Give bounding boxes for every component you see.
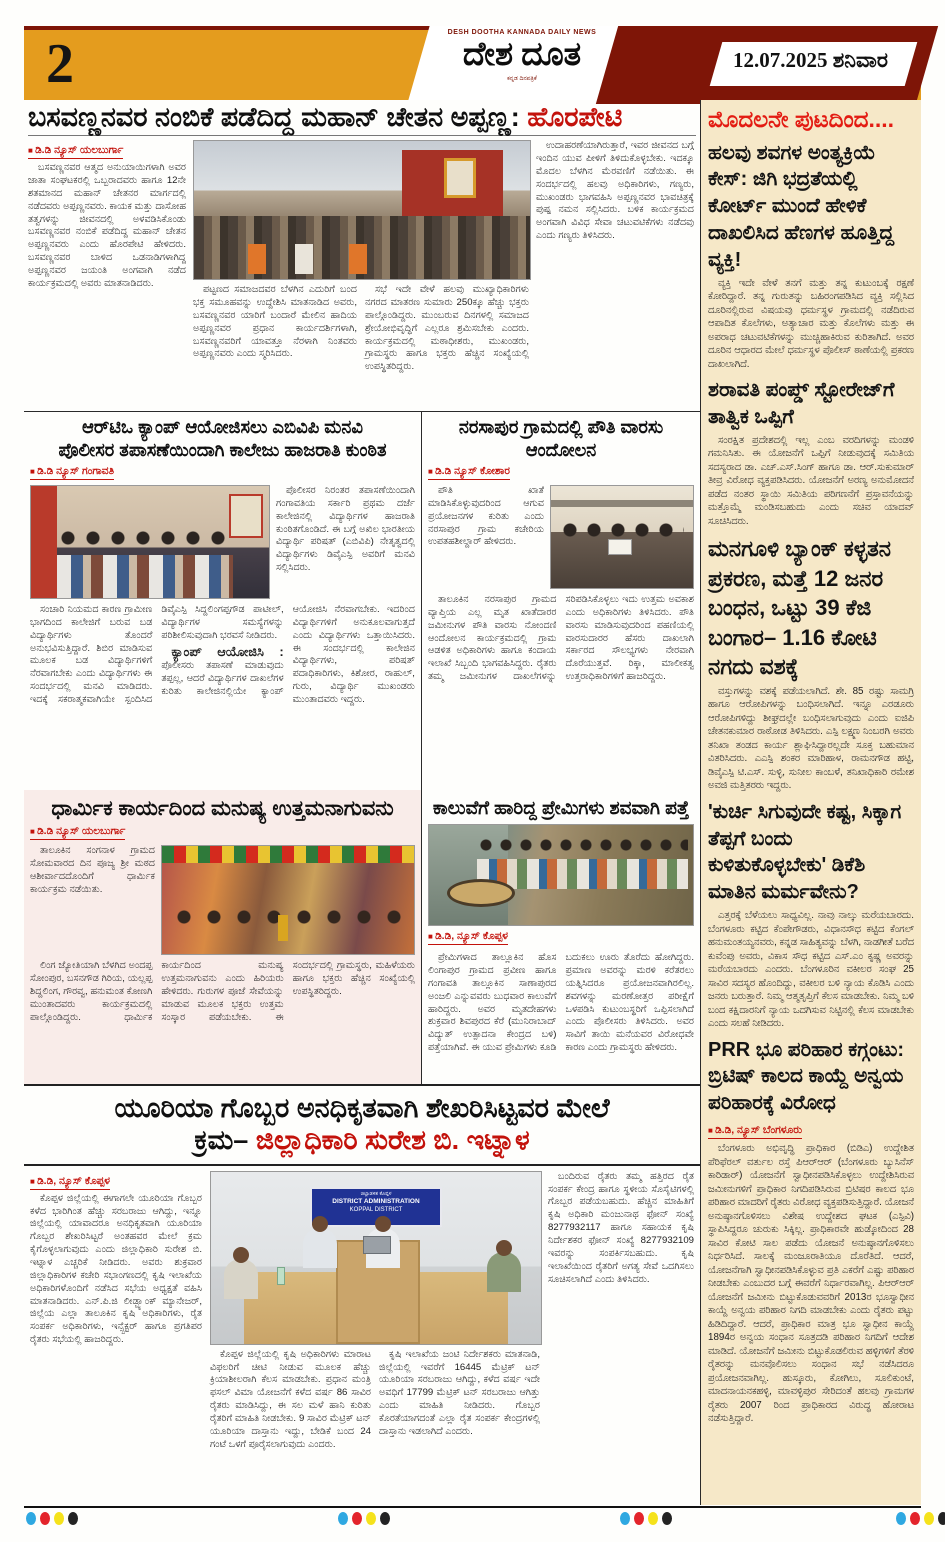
article1-headline-accent: ಹೊರಪೇಟಿ bbox=[527, 102, 623, 132]
sidebar-story3-body: ವಸ್ತುಗಳನ್ನು ವಶಕ್ಕೆ ಪಡೆಯಲಾಗಿದೆ. ಶೇ. 85 ರಷ್ಟು ಸಾಮಗ್ರಿ ಹಾಗೂ ಆರೋಪಿಗಳನ್ನು ಬಂಧಿಸಲಾಗಿದೆ. ಇನ್ನೂ ಎರಡೂರು ಆರೋಪಿಗಳಿದ್ದು ಶೀಘ್ರದಲ್ಲೇ ಬಂಧಿಸಲಾಗುವುದು ಎಂದು ಐಜಿಪಿ ಚೇತನಕುಮಾರ ರಾಠೋಡ ತಿಳಿಸಿದರು. ಎಸ್ಪಿ ಲಕ್ಷ್ಮಣ ನಿಂಬರಗಿ ಅವರು ತನಿಖಾ ತಂಡದ ಕಾರ್ಯ ಶ್ಲಾಘಿಸಿದ್ದಾರಲ್ಲದೇ ಸೂಕ್ತ ಬಹುಮಾನ ವಿತರಿಸಿದರು. ಎಎಸ್ಪಿ ಶಂಕರ ಮಾರಿಹಾಳ, ರಾಮನಗೌಡ ಹಟ್ಟಿ, ಡಿವೈಎಸ್ಪಿ ಟಿ.ಎಸ್. ಸುಳ್ಳಿ, ಸುನೀಲ ಕಾಂಬಳೆ, ತನಿಖಾಧಿಕಾರಿ ರಮೇಶ ಅವಜಿ ಮತ್ತಿತರರು ಇದ್ದರು. bbox=[708, 685, 914, 792]
black-dot bbox=[380, 1512, 390, 1525]
cyan-dot bbox=[26, 1512, 36, 1525]
red-dot bbox=[634, 1512, 644, 1525]
sidebar-story5-body: ಬೆಂಗಳೂರು ಅಭಿವೃದ್ಧಿ ಪ್ರಾಧಿಕಾರ (ಬಿಡಿಎ) ಉದ್ದೇಶಿತ ಪೆರಿಫೆರಲ್ ವರ್ತುಲ ರಸ್ತೆ ಪಿಆರ್‌ಆರ್ (ಬೆಂಗಳೂರು ಬ್ಯುಸಿನೆಸ್ ಕಾರಿಡಾರ್) ಯೋಜನೆಗೆ ಸ್ವಾಧೀನಪಡಿಸಿಕೊಳ್ಳಲು ಉದ್ದೇಶಿಸಿರುವ ಜಮೀನುಗಳಿಗೆ ಪ್ರಾಧಿಕಾರ ನಿಗದಿಪಡಿಸಿರುವ ಬ್ರಿಟಿಷರ ಕಾಲದ ಭೂ ಪರಿಹಾರ ಮಾದರಿಗೆ ರೈತರು ವಿರೋಧ ವ್ಯಕ್ತಪಡಿಸುತ್ತಿದ್ದಾರೆ. ಯೋಜನೆ ಅನುಷ್ಠಾನಗೊಳಿಸಲು ವಿಶೇಷ ಉದ್ದೇಶದ ಘಟಕ (ಎಸ್ಪಿವಿ) ಸ್ಥಾಪಿಸಿದ್ದರೂ ಚುರುಕು ಸಿಕ್ಕಿಲ್ಲ. ಪ್ರಾಧಿಕಾರವೇ ಹುಡ್ಕೋದಿಂದ 28 ಸಾವಿರ ಕೋಟಿ ಸಾಲ ಪಡೆದು ಯೋಜನೆ ಅನುಷ್ಠಾನಗೊಳಿಸಲು ನಿರ್ಧರಿಸಿದೆ. ಸಾಲಕ್ಕೆ ಮಂಜೂರಾತಿಯೂ ದೊರೆತಿದೆ. ಆದರೆ, ಯೋಜನೆಗಾಗಿ ಸ್ವಾಧೀನಪಡಿಸಿಕೊಳ್ಳುವ ಪ್ರತಿ ಎಕರೆಗೆ ಎಷ್ಟು ಪರಿಹಾರ ನೀಡಬೇಕು ಎಂಬುದರ ಬಗ್ಗೆ ಈವರೆಗೆ ನಿರ್ಧಾರವಾಗಿಲ್ಲ. ಪಿಆರ್‌ಆರ್ ಯೋಜನೆಗೆ ಜಮೀನು ಬಿಟ್ಟುಕೊಡುವವರಿಗೆ 2013ರ ಭೂಸ್ವಾಧೀನ ಕಾಯ್ದೆ ಅನ್ವಯ ಪರಿಹಾರ ನಿಗದಿ ಮಾಡಬೇಕು ಎಂದು ರೈತರು ಪಟ್ಟು ಹಿಡಿದಿದ್ದಾರೆ. ಆದರೆ, ಪ್ರಾಧಿಕಾರ ಮಾತ್ರ ಭೂ ಸ್ವಾಧೀನ ಕಾಯ್ದೆ 1894ರ ಅನ್ವಯ ಸಂಧಾನ ಸೂತ್ರದಡಿ ಪರಿಹಾರ ನಿಗದಿಗೆ ಆದೇಶ ಮಾಡಿದೆ. ಯೋಜನೆಗೆ ಜಮೀನು ಬಿಟ್ಟುಕೊಡಲಿರುವ ಹಳ್ಳಿಗಳಿಗೆ ತೆರಳಿ ರೈತರನ್ನು ಮನವೊಲಿಸಲು ಸಂಧಾನ ಸಭೆ ನಡೆಸಿದರೂ ಪ್ರಯೋಜನವಾಗಿಲ್ಲ. ಹುಸ್ಕೂರು, ಕೋಗಿಲು, ಸೂಲಿಕುಂಟೆ, ಮಾದನಾಯನಕಹಳ್ಳಿ, ಮಾವಳ್ಳಿಪುರ ಸೇರಿದಂತೆ ಹಲವು ಗ್ರಾಮಗಳ ರೈತರು 2007 ರಿಂದ ಪ್ರಾಧಿಕಾರದ ವಿರುದ್ಧ ಹೋರಾಟ ನಡೆಸುತ್ತಿದ್ದಾರೆ. bbox=[708, 1143, 914, 1425]
registration-marks bbox=[338, 1512, 390, 1525]
article-canal-lovers bbox=[422, 790, 700, 1084]
article1-headline-text: ಬಸವಣ್ಣನವರ ನಂಬಿಕೆ ಪಡೆದಿದ್ದ ಮಹಾನ್ ಚೇತನ ಅಪ್ಪಣ್ಣ: bbox=[28, 102, 528, 132]
banner-shape bbox=[31, 486, 57, 598]
attendee-figure-shape bbox=[487, 1252, 521, 1292]
article4-text-left: ತಾಲೂಕಿನ ಸಂಗನಾಳ ಗ್ರಾಮದ ಸೋಮವಾರದ ದಿನ ಪೂಜ್ಯ ಶ್ರೀ ಮಠದ ಆಶೀರ್ವಾದದೊಂದಿಗೆ ಧಾರ್ಮಿಕ ಕಾರ್ಯಕ್ರಮ ನಡೆಯಿತು. bbox=[30, 845, 155, 895]
article-abvp bbox=[24, 412, 422, 790]
row2 bbox=[24, 412, 700, 790]
water-bottle-shape bbox=[277, 1267, 285, 1285]
article4-photo-ritual bbox=[161, 845, 415, 955]
yellow-dot bbox=[648, 1512, 658, 1525]
article2-top bbox=[30, 485, 415, 599]
issue-date: 12.07.2025 ಶನಿವಾರ bbox=[733, 48, 888, 72]
sidebar-story4-headline: 'ಕುರ್ಚಿ ಸಿಗುವುದೇ ಕಷ್ಟ, ಸಿಕ್ಕಾಗ ತೆಪ್ಪಗೆ ಬಂದು ಕುಳಿತುಕೊಳ್ಳಬೇಕು' ಡಿಕೆಶಿ ಮಾತಿನ ಮರ್ಮವೇನು? bbox=[708, 800, 902, 904]
sidebar-story3-headline: ಮನಗೂಳಿ ಬ್ಯಾಂಕ್ ಕಳ್ಳತನ ಪ್ರಕರಣ, ಮತ್ತೆ 12 ಜನರ ಬಂಧನ, ಒಟ್ಟು 39 ಕೆಜಿ ಬಂಗಾರ– 1.16 ಕೋಟಿ ನಗದು ವಶಕ್ಕೆ bbox=[708, 536, 892, 680]
registration-marks bbox=[896, 1512, 945, 1525]
article1-text3: ಸಭೆ ಇದೇ ವೇಳೆ ಹಲವು ಮುಖ್ಯಾಧಿಕಾರಿಗಳು ನಗರದ ಮಾತರಣ ಸುಮಾರು 250ಕ್ಕೂ ಹೆಚ್ಚು ಭಕ್ತರು ಪಾಲ್ಗೊಂಡಿದ್ದರು. ಮುಂಬರುವ ದಿನಗಳಲ್ಲಿ ಸಮಾಜದ ಶ್ರೇಯೋಭಿವೃದ್ಧಿಗೆ ಎಲ್ಲರೂ ಶ್ರಮಿಸಬೇಕು ಎಂದರು. ಕಾರ್ಯಕ್ರಮದಲ್ಲಿ ಮಠಾಧೀಶರು, ಮುಖಂಡರು, ಗ್ರಾಮಸ್ಥರು ಹಾಗೂ ಭಕ್ತರು ಹೆಚ್ಚಿನ ಸಂಖ್ಯೆಯಲ್ಲಿ ಉಪಸ್ಥಿತರಿದ್ದರು. bbox=[365, 284, 529, 373]
article6-text2: ಕೊಪ್ಪಳ ಜಿಲ್ಲೆಯಲ್ಲಿ ಕೃಷಿ ಅಧಿಕಾರಿಗಳು ಮಾರಾಟ ವಿಫಲರಿಗೆ ಚೀಟಿ ನೀಡುವ ಮೂಲಕ ಹೆಚ್ಚು ಕ್ರಿಯಾಶೀಲರಾಗಿ ಕೆಲಸ ಮಾಡಬೇಕು. ಪ್ರಧಾನ ಮಂತ್ರಿ ಫಸಲ್ ವಿಮಾ ಯೋಜನೆಗೆ ಕಳೆದ ವರ್ಷ 86 ಸಾವಿರ ರೈತರು ಮಾಡಿಸಿದ್ದು, ಈ ಸಲ ಮಳೆ ಹಾನಿ ಕುರಿತು ರೈತರಿಗೆ ಮಾಹಿತಿ ನೀಡಬೇಕು. 9 ಸಾವಿರ ಮೆಟ್ರಿಕ್ ಟನ್ ಯೂರಿಯಾ ದಾಸ್ತಾನು ಇದ್ದು, ಬೇಡಿಕೆ ಬಂದ 24 ಗಂಟೆ ಒಳಗೆ ಪೂರೈಸಲಾಗುವುದು ಎಂದರು. bbox=[210, 1348, 371, 1450]
article2-text-mid: ಸಂಚಾರಿ ನಿಯಮದ ಕಾರಣ ಗ್ರಾಮೀಣ ಭಾಗದಿಂದ ಕಾಲೇಜಿಗೆ ಬರುವ ಬಡ ವಿದ್ಯಾರ್ಥಿಗಳು ತೊಂದರೆ ಅನುಭವಿಸುತ್ತಿದ್ದಾರೆ. ಶಿಬಿರ ಮಾಡಿಸುವ ಮೂಲಕ ಬಡ ವಿದ್ಯಾರ್ಥಿಗಳಿಗೆ ನೆರವಾಗಬೇಕು ಎಂದು ವಿದ್ಯಾರ್ಥಿಗಳು ಈ ಸಂದರ್ಭದಲ್ಲಿ ಮನವಿ ಮಾಡಿದರು. ಇದಕ್ಕೆ ಸಕರಾತ್ಮಕವಾಗಿಯೇ ಸ್ಪಂದಿಸಿದ ಡಿವೈಎಸ್ಪಿ ಸಿದ್ದಲಿಂಗಪ್ಪಗೌಡ ಪಾಟೀಲ್, ವಿದ್ಯಾರ್ಥಿಗಳ ಸಮಸ್ಯೆಗಳನ್ನು ಪರಿಶೀಲಿಸುವುದಾಗಿ ಭರವಸೆ ನೀಡಿದರು. bbox=[30, 604, 284, 705]
article1-headline bbox=[28, 102, 696, 136]
sidebar-story-bank-theft bbox=[708, 534, 914, 792]
article-urea bbox=[24, 1086, 700, 1505]
black-dot bbox=[68, 1512, 78, 1525]
red-dot bbox=[352, 1512, 362, 1525]
article3-top bbox=[428, 485, 694, 589]
row3 bbox=[24, 790, 700, 1086]
red-dot bbox=[910, 1512, 920, 1525]
article2-photo-students bbox=[30, 485, 270, 599]
article4-columns bbox=[30, 960, 415, 1024]
sidebar-story1-body: ವ್ಯಕ್ತಿ ಇದೇ ವೇಳೆ ತನಗೆ ಮತ್ತು ತನ್ನ ಕುಟುಂಬಕ್ಕೆ ರಕ್ಷಣೆ ಕೋರಿದ್ದಾರೆ. ತನ್ನ ಗುರುತನ್ನು ಬಹಿರಂಗಪಡಿಸಿದ ವ್ಯಕ್ತಿ ಸಲ್ಲಿಸಿದ ದೂರಿನಲ್ಲಿರುವ ವಿಷಯವು ಧರ್ಮಸ್ಥಳ ಗ್ರಾಮದಲ್ಲಿ ನಡೆದಿರುವ ಆಪಾದಿತ ಕೊಲೆಗಳು, ಅತ್ಯಾಚಾರ ಮತ್ತು ಕೊಲೆಗಳು ಮತ್ತು ಈ ಅಪರಾಧ ಚಟುವಟಿಕೆಗಳನ್ನು ಮುಚ್ಚಿಹಾಕಿರುವ ಕುರಿತಾಗಿದೆ. ಅವರ ದೂರಿನ ಆಧಾರದ ಮೇಲೆ ಧರ್ಮಸ್ಥಳ ಪೊಲೀಸ್ ಠಾಣೆಯಲ್ಲಿ ಪ್ರಕರಣ ದಾಖಲಾಗಿದೆ. bbox=[708, 277, 914, 370]
article1-photo-crowd bbox=[193, 140, 531, 280]
registration-marks bbox=[620, 1512, 672, 1525]
article2-columns bbox=[30, 604, 415, 707]
attendee-figure-shape bbox=[303, 1228, 337, 1268]
emblem-shape bbox=[229, 494, 263, 538]
article-basavanna bbox=[24, 100, 700, 412]
article6-headline-line1: ಯೂರಿಯಾ ಗೊಬ್ಬರ ಅನಧಿಕೃತವಾಗಿ ಶೇಖರಿಸಿಟ್ಟವರ ಮೇಲೆ bbox=[114, 1093, 610, 1123]
newspaper-logo: ದೇಶ ದೂತ bbox=[462, 37, 582, 73]
main-column bbox=[24, 100, 700, 1505]
sign-english-line1: DISTRICT ADMINISTRATION bbox=[332, 1198, 420, 1206]
article6-center-text bbox=[210, 1349, 540, 1452]
yellow-dot bbox=[366, 1512, 376, 1525]
article1-text4: ಉದಾಹರಣೆಯಾಗಿರುತ್ತಾರೆ, ಇವರ ಜೀವನದ ಬಗ್ಗೆ ಇಂದಿನ ಯುವ ಪೀಳಿಗೆ ತಿಳಿದುಕೊಳ್ಳಬೇಕು. ಇದಕ್ಕೂ ಮೊದಲ ಬೆಳಗಿನ ಮೆರವಣಿಗೆ ನಡೆಯಿತು. ಈ ಸಂದರ್ಭದಲ್ಲಿ ಹಲವು ಅಧಿಕಾರಿಗಳು, ಗಣ್ಯರು, ಮುಖಂಡರು ಭಾಗವಹಿಸಿ ಅಪ್ಪಣ್ಣನವರ ಭಾವಚಿತ್ರಕ್ಕೆ ಪುಷ್ಪ ನಮನ ಸಲ್ಲಿಸಿದರು. ಬಳಿಕ ಕಾರ್ಯಕ್ರಮದ ಅಂಗವಾಗಿ ವಿವಿಧ ಸೇವಾ ಚಟುವಟಿಕೆಗಳು ನಡೆದವು ಎಂದು ಗಣ್ಯರು ತಿಳಿಸಿದರು. bbox=[536, 140, 694, 242]
article3-text-cols: ತಾಲೂಕಿನ ನರಸಾಪುರ ಗ್ರಾಮದ ವ್ಯಾಪ್ತಿಯ ಎಲ್ಲ ಮೃತ ಖಾತೆದಾರರ ಜಮೀನುಗಳ ಪೌತಿ ವಾರಸು ನೋಂದಣಿ ಆಂದೋಲನ ಕಾರ್ಯಕ್ರಮದಲ್ಲಿ ಗ್ರಾಮ ಆಡಳಿತ ಅಧಿಕಾರಿಗಳು ಹಾಗೂ ಕಂದಾಯ ಇಲಾಖೆ ಸಿಬ್ಬಂದಿ ಭಾಗವಹಿಸಿದ್ದರು. ರೈತರು ತಮ್ಮ ಜಮೀನುಗಳ ದಾಖಲೆಗಳನ್ನು ಸರಿಪಡಿಸಿಕೊಳ್ಳಲು ಇದು ಉತ್ತಮ ಅವಕಾಶ ಎಂದು ಅಧಿಕಾರಿಗಳು ತಿಳಿಸಿದರು. ಪೌತಿ ವಾರಸು ಮಾಡಿಸುವುದರಿಂದ ಪಹಣಿಯಲ್ಲಿ ವಾರಸುದಾರರ ಹೆಸರು ದಾಖಲಾಗಿ ಸರ್ಕಾರದ ಸೌಲಭ್ಯಗಳು ನೇರವಾಗಿ ದೊರೆಯುತ್ತವೆ. ರಿಕ್ಕಾ, ಮಾಲೀಕತ್ವ ಉತ್ತರಾಧಿಕಾರಿಗಳಿಗೆ ಹಾಜರಿದ್ದರು. bbox=[428, 594, 694, 683]
article6-byline: ■ ಡಿ.ಡಿ, ನ್ಯೂಸ್ ಕೊಪ್ಪಳ bbox=[30, 1175, 110, 1190]
article4-top bbox=[30, 845, 415, 955]
article2-headline bbox=[30, 416, 415, 461]
group-heads-shape bbox=[57, 529, 233, 551]
article3-headline: ನರಸಾಪುರ ಗ್ರಾಮದಲ್ಲಿ ಪೌತಿ ವಾರಸು ಆಂದೋಲನ bbox=[458, 417, 664, 460]
cyan-dot bbox=[620, 1512, 630, 1525]
article6-body-grid bbox=[24, 1166, 700, 1457]
sidebar-story2-headline: ಶರಾವತಿ ಪಂಪ್ಡ್ ಸ್ಟೋರೇಜ್‌ಗೆ ತಾತ್ವಿಕ ಒಪ್ಪಿಗೆ bbox=[708, 379, 895, 428]
article2-subhead-text: ಪೊಲೀಸರು ತಪಾಸಣೆ ಮಾಡುವುದು ತಪ್ಪಲ್ಲ, ಆದರೆ ವಿದ್ಯಾರ್ಥಿಗಳ ದಾಖಲೆಗಳ ಕುರಿತು ಕಾಲೇಜಿನಲ್ಲಿಯೇ ಕ್ಯಾಂಪ್ ಆಯೋಜಿಸಿ ನೆರವಾಗಬೇಕು. ಇದರಿಂದ ವಿದ್ಯಾರ್ಥಿಗಳಿಗೆ ಅನುಕೂಲವಾಗುತ್ತದೆ ಎಂದು ವಿದ್ಯಾರ್ಥಿಗಳು ಒತ್ತಾಯಿಸಿದರು. ಈ ಸಂದರ್ಭದಲ್ಲಿ ಕಾಲೇಜಿನ ವಿದ್ಯಾರ್ಥಿಗಳು, ಪರಿಷತ್ ಪದಾಧಿಕಾರಿಗಳು, ಕಿಶೋರ, ರಾಹುಲ್, ಗುರು, ವಿದ್ಯಾರ್ಥಿ ಮುಖಂಡರು ಮುಂತಾದವರು ಇದ್ದರು. bbox=[161, 604, 415, 705]
article4-text-cols: ಲಿಂಗ ಜ್ಯೋತಿಯಾಗಿ ಬೆಳಗಿದ ಅಂದಪ್ಪ ಸೋಂಪುರ, ಬಸನಗೌಡ ಗಿರಿಯ, ಯಲ್ಲಪ್ಪ ಶಿದ್ದಲಿಂಗ, ಗೌರವ್ವ, ಹನುಮಂತ ಕೋಣಗಿ ಮುಂತಾದವರು ಕಾರ್ಯಕ್ರಮದಲ್ಲಿ ಪಾಲ್ಗೊಂಡಿದ್ದರು. ಧಾರ್ಮಿಕ ಕಾರ್ಯದಿಂದ ಮನುಷ್ಯ ಉತ್ತಮನಾಗುವನು ಎಂದು ಹಿರಿಯರು ಹೇಳಿದರು. ಗುರುಗಳ ಪೂಜೆ ಸೇವೆಯನ್ನು ಮಾಡುವ ಮೂಲಕ ಭಕ್ತರು ಉತ್ತಮ ಸಂಸ್ಕಾರ ಪಡೆಯಬೇಕು. ಈ ಸಂದರ್ಭದಲ್ಲಿ ಗ್ರಾಮಸ್ಥರು, ಮಹಿಳೆಯರು ಹಾಗೂ ಭಕ್ತರು ಹೆಚ್ಚಿನ ಸಂಖ್ಯೆಯಲ್ಲಿ ಉಪಸ್ಥಿತರಿದ್ದರು. bbox=[30, 960, 415, 1023]
article4-byline: ■ ಡಿ.ಡಿ ನ್ಯೂಸ್ ಯಲಬುರ್ಗಾ bbox=[30, 825, 125, 840]
front-page-continuation-sidebar bbox=[700, 100, 921, 1505]
red-dot bbox=[40, 1512, 50, 1525]
article1-body-grid bbox=[28, 140, 696, 374]
sidebar-section-label: ಮೊದಲನೇ ಪುಟದಿಂದ.... bbox=[708, 106, 895, 132]
article4-headline: ಧಾರ್ಮಿಕ ಕಾರ್ಯದಿಂದ ಮನುಷ್ಯ ಉತ್ತಮನಾಗುವನು bbox=[51, 797, 394, 820]
article6-col4 bbox=[548, 1171, 694, 1452]
article6-center bbox=[210, 1171, 540, 1452]
registration-marks bbox=[26, 1512, 78, 1525]
ceiling-beam-shape bbox=[551, 500, 693, 507]
article1-text2: ಪಟ್ಟಣದ ಸಮಾಜದವರ ಬೆಳಗಿನ ಎದುರಿಗೆ ಬಂದ ಭಕ್ತ ಸಮೂಹವನ್ನು ಉದ್ದೇಶಿಸಿ ಮಾತನಾಡಿದ ಅವರು, ಬಸವಣ್ಣನವರ ಯಾರಿಗೆ ಬಂದಾರೆ ಮೇಲಿನ ಹಾದಿಯ ಅಪ್ಪಣ್ಣನವರ ಪ್ರಧಾನ ಕಾರ್ಯದರ್ಶಿಗಳಾಗಿ, ಬಸವಣ್ಣನವರಿಗೆ ಯಾವತ್ತೂ ನೆರಳಾಗಿ ನಿಂತವರು ಅಪ್ಪಣ್ಣನವರು ಎಂದು ಸ್ಮರಿಸಿದರು. bbox=[193, 284, 357, 360]
sidebar-story-dks bbox=[708, 799, 914, 1031]
saffron-figure-shape bbox=[349, 244, 367, 274]
article6-text4: ಬಂದಿರುವ ರೈತರು ತಮ್ಮ ಹತ್ತಿರದ ರೈತ ಸಂಪರ್ಕ ಕೇಂದ್ರ ಹಾಗೂ ಸ್ಥಳೀಯ ಸೊಸೈಟಿಗಳಲ್ಲಿ ಗೊಬ್ಬರ ಪಡೆಯಬಹುದು. ಹೆಚ್ಚಿನ ಮಾಹಿತಿಗೆ ಕೃಷಿ ಅಧಿಕಾರಿ ಮಂಜುನಾಥ ಫೋನ್ ಸಂಖ್ಯೆ 8277932117 ಹಾಗೂ ಸಹಾಯಕ ಕೃಷಿ ನಿರ್ದೇಶಕರ ಫೋನ್ ಸಂಖ್ಯೆ 8277932109 ಇವರನ್ನು ಸಂಪರ್ಕಿಸಬಹುದು. ಕೃಷಿ ಇಲಾಖೆಯಿಂದ ರೈತರಿಗೆ ಅಗತ್ಯ ಸೇವೆ ಒದಗಿಸಲು ಸೂಚಿಸಲಾಗಿದೆ ಎಂದು ತಿಳಿಸಿದರು. bbox=[548, 1170, 694, 1285]
article6-headline-black: ಕ್ರಮ– bbox=[194, 1125, 256, 1156]
sidebar-story5-byline: ■ ಡಿ.ಡಿ, ನ್ಯೂಸ್ ಬೆಂಗಳೂರು bbox=[708, 1124, 802, 1139]
document-shape bbox=[608, 539, 632, 555]
decor-garland-shape bbox=[162, 846, 414, 863]
lamp-shape bbox=[278, 915, 288, 941]
article1-byline: ■ ಡಿ.ಡಿ ನ್ಯೂಸ್ ಯಲಬುರ್ಗಾ bbox=[28, 144, 123, 159]
article6-headline-line2 bbox=[34, 1124, 690, 1156]
article3-text-top: ಪೌತಿ ಖಾತೆ ಮಾಡಿಸಿಕೊಳ್ಳುವುದರಿಂದ ಆಗುವ ಪ್ರಯೋಜನಗಳ ಕುರಿತು ಎಂದು ನರಸಾಪುರ ಗ್ರಾಮ ಕಚೇರಿಯ ಉಪತಹಶೀಲ್ದಾರ್ ಹೇಳಿದರು. bbox=[428, 485, 544, 548]
article3-byline: ■ ಡಿ.ಡಿ ನ್ಯೂಸ್ ಕೋಶಾರ bbox=[428, 465, 510, 480]
article5-headline: ಕಾಲುವೆಗೆ ಹಾರಿದ್ದ ಪ್ರೇಮಿಗಳು ಶವವಾಗಿ ಪತ್ತೆ bbox=[432, 797, 690, 818]
article1-text1: ಬಸವಣ್ಣನವರ ಆತ್ಮದ ಅನುಯಾಯಿಗಳಾಗಿ ಅವರ ಜಾತಾ ಸಂಘಟಕರಲ್ಲಿ ಒಬ್ಬರಾದವರು ಹಾಗೂ 12ನೇ ಶತಮಾನದ ಮಹಾನ್ ಚೇತನರ ಮಾರ್ಗದಲ್ಲಿ ನಡೆದವರು ಅಪ್ಪಣ್ಣನವರು. ಕಾಯಕ ಮತ್ತು ದಾಸೋಹ ತತ್ವಗಳನ್ನು ಜೀವನದಲ್ಲಿ ಅಳವಡಿಸಿಕೊಂಡು ಬಸವಣ್ಣನವರ ನಂಬಿಕೆ ಪಡೆದಿದ್ದ ಮಹಾನ್ ಚೇತನ ಅಪ್ಪಣ್ಣನವರು ಎಂದು ಹೊರಪೇಟಿ ಹೇಳಿದರು. ಬಸವಣ್ಣನವರ ಬಾಳಿದ ಒಡನಾಡಿಗಳಾಗಿದ್ದ ಅಪ್ಪಣ್ಣನವರ ಜಯಂತಿ ಅಂಗವಾಗಿ ನಡೆದ ಕಾರ್ಯಕ್ರಮದಲ್ಲಿ ಅವರು ಮಾತನಾಡಿದರು. bbox=[28, 162, 186, 289]
black-dot bbox=[662, 1512, 672, 1525]
article-dharmika bbox=[24, 790, 422, 1084]
article6-headline bbox=[24, 1086, 700, 1166]
attendee-figure-shape bbox=[224, 1259, 258, 1299]
article1-col1 bbox=[28, 140, 186, 374]
article5-columns bbox=[428, 952, 694, 1055]
sidebar-story-burials bbox=[708, 140, 914, 372]
article5-byline: ■ ಡಿ.ಡಿ, ನ್ಯೂಸ್ ಕೊಪ್ಪಳ bbox=[428, 930, 508, 945]
saffron-figure-shape bbox=[248, 244, 266, 274]
white-figure-shape bbox=[295, 244, 313, 274]
sign-english-line2: KOPPAL DISTRICT bbox=[349, 1207, 403, 1214]
sidebar-story5-headline: PRR ಭೂ ಪರಿಹಾರ ಕಗ್ಗಂಟು: ಬ್ರಿಟಿಷ್ ಕಾಲದ ಕಾಯ್ದೆ ಅನ್ವಯ ಪರಿಹಾರಕ್ಕೆ ವಿರೋಧ bbox=[708, 1038, 905, 1115]
article6-headline-red: ಜಿಲ್ಲಾಧಿಕಾರಿ ಸುರೇಶ ಬಿ. ಇಟ್ನಾಳ bbox=[255, 1125, 530, 1156]
black-dot bbox=[938, 1512, 945, 1525]
article6-col1 bbox=[30, 1171, 202, 1452]
sign-kannada-line: ಜಿಲ್ಲಾಡಳಿತ ಕೊಪ್ಪಳ bbox=[360, 1191, 392, 1198]
article2-text-top: ಪೊಲೀಸರ ನಿರಂತರ ತಪಾಸಣೆಯಿಂದಾಗಿ ಗಂಗಾವತಿಯ ಸರ್ಕಾರಿ ಪ್ರಥಮ ದರ್ಜೆ ಕಾಲೇಜಿನಲ್ಲಿ ವಿದ್ಯಾರ್ಥಿಗಳ ಹಾಜರಾತಿ ಕುಂಠಿತಗೊಂಡಿದೆ. ಈ ಬಗ್ಗೆ ಅಖಿಲ ಭಾರತೀಯ ವಿದ್ಯಾರ್ಥಿ ಪರಿಷತ್ (ಎಬಿವಿಪಿ) ನೇತೃತ್ವದಲ್ಲಿ ವಿದ್ಯಾರ್ಥಿಗಳು ಡಿವೈಎಸ್ಪಿ ಅವರಿಗೆ ಮನವಿ ಸಲ್ಲಿಸಿದರು. bbox=[276, 485, 415, 574]
article6-text1: ಕೊಪ್ಪಳ ಜಿಲ್ಲೆಯಲ್ಲಿ ಈಗಾಗಲೇ ಯೂರಿಯಾ ಗೊಬ್ಬರ ಕಳೆದ ಭಾರಿಗಿಂತ ಹೆಚ್ಚು ಸರಬರಾಜು ಆಗಿದ್ದು, ಇನ್ನೂ ಜಿಲ್ಲೆಯಲ್ಲಿ ಯಾವಾದರೂ ಅನಧಿಕೃತವಾಗಿ ಯೂರಿಯಾ ಗೊಬ್ಬರ ಶೇಖರಿಸಿಟ್ಟರೆ ಅಂತಹವರ ಮೇಲೆ ಕ್ರಮ ಕೈಗೊಳ್ಳಲಾಗುವುದು ಎಂದು ಜಿಲ್ಲಾಧಿಕಾರಿ ಸುರೇಶ ಬಿ. ಇಟ್ನಾಳ ಎಚ್ಚರಿಕೆ ನೀಡಿದರು. ಅವರು ಶುಕ್ರವಾರ ಜಿಲ್ಲಾಧಿಕಾರಿಗಳ ಕಚೇರಿ ಸಭಾಂಗಣದಲ್ಲಿ ಕೃಷಿ ಇಲಾಖೆಯ ಅಧಿಕಾರಿಗಳೊಂದಿಗೆ ನಡೆಸಿದ ಸಭೆಯ ಅಧ್ಯಕ್ಷತೆ ವಹಿಸಿ ಮಾತನಾಡಿದರು. ಎನ್.ಪಿ.ಜಿ ಲೀಡ್ಬ್ಯಾಂಕ್ ಮ್ಯಾನೇಜರ್, ಜಿಲ್ಲೆಯ ಎಲ್ಲಾ ತಾಲೂಕಿನ ಕೃಷಿ ಅಧಿಕಾರಿಗಳು, ರೈತ ಸಂಪರ್ಕ ಅಧಿಕಾರಿಗಳು, ಇನ್ಸ್ಪೆಕ್ಟರ್ ಹಾಗೂ ಪ್ರಗತಿಪರ ರೈತರು ಸಭೆಯಲ್ಲಿ ಹಾಜರಿದ್ದರು. bbox=[30, 1192, 202, 1346]
article1-center-text bbox=[193, 284, 529, 374]
article-narasapura bbox=[422, 412, 700, 790]
article5-photo-canal bbox=[428, 824, 694, 926]
laptop-shape bbox=[363, 1236, 391, 1254]
sidebar-story1-headline: ಹಲವು ಶವಗಳ ಅಂತ್ಯಕ್ರಿಯೆ ಕೇಸ್: ಜಿಗಿ ಭದ್ರತೆಯಲ್ಲಿ ಕೋರ್ಟ್ ಮುಂದೆ ಹೇಳಿಕೆ ದಾಖಲಿಸಿದ ಹೆಣಗಳ ಹೂತ್ತಿದ್ದ ವ್ಯಕ್ತಿ! bbox=[708, 141, 895, 271]
article2-headline-line1: ಆರ್‌ಟಿಒ ಕ್ಯಾಂಪ್ ಆಯೋಜಿಸಲು ಎಬಿವಿಪಿ ಮನವಿ bbox=[82, 417, 363, 437]
sidebar-story-sharavati bbox=[708, 377, 914, 528]
cyan-dot bbox=[896, 1512, 906, 1525]
page-number: 2 bbox=[46, 33, 74, 95]
sidebar-story2-body: ಸಂರಕ್ಷಿತ ಪ್ರದೇಶದಲ್ಲಿ ಇಲ್ಲ ಎಂಬ ವರದಿಗಳನ್ನು ಮಂಡಳಿ ಗಮನಿಸಿತು. ಈ ಯೋಜನೆಗೆ ಒಪ್ಪಿಗೆ ನೀಡುವುದಕ್ಕೆ ಸಮಿತಿಯ ಸದಸ್ಯರಾದ ಡಾ. ಎಚ್.ಎಸ್.ಸಿಂಗ್ ಹಾಗೂ ಡಾ. ಆರ್.ಸುಕುಮಾರ್ ತೀವ್ರ ವಿರೋಧ ವ್ಯಕ್ತಪಡಿಸಿದರು. ಯೋಜನೆಗೆ ಅರಣ್ಯ ಅನುಮೋದನೆ ಪಡೆದ ನಂತರ ಸ್ಥಾಯಿ ಸಮಿತಿಯ ಪರಿಗಣನೆಗೆ ಪ್ರಸ್ತಾವನೆಯನ್ನು ಮತ್ತೊಮ್ಮೆ ಮಂಡಿಸಬಹುದು ಎಂದು ಸಚಿವ ಯಾದವ್ ಸೂಚಿಸಿದರು. bbox=[708, 434, 914, 527]
article2-byline: ■ ಡಿ.ಡಿ ನ್ಯೂಸ್ ಗಂಗಾವತಿ bbox=[30, 465, 114, 480]
yellow-dot bbox=[54, 1512, 64, 1525]
article5-text: ಪ್ರೇಮಿಗಳಾದ ತಾಲ್ಲೂಕಿನ ಹೊಸ ಲಿಂಗಾಪುರ ಗ್ರಾಮದ ಪ್ರವೀಣ ಹಾಗೂ ಗಂಗಾವತಿ ತಾಲ್ಲೂಕಿನ ಸಾಣಾಪುರದ ಅಂಜಲಿ ಎನ್ನುವವರು ಬುಧವಾರ ಕಾಲುವೆಗೆ ಹಾರಿದ್ದರು. ಅವರ ಮೃತದೇಹಗಳು ಶುಕ್ರವಾರ ಶಿವಪುರದ ಕೆರೆ (ಮುನಿರಾಬಾದ್ ವಿದ್ಯುತ್ ಉತ್ಪಾದನಾ ಕೇಂದ್ರದ ಬಳಿ) ಪತ್ತೆಯಾಗಿವೆ. ಈ ಯುವ ಪ್ರೇಮಿಗಳು ಕೂಡಿ ಬದುಕಲು ಊರು ತೊರೆದು ಹೋಗಿದ್ದರು. ಪ್ರಮಾಣ ಅವರನ್ನು ಮರಳಿ ಕರೆತರಲು ಯತ್ನಿಸಿದರೂ ಪ್ರಯೋಜನವಾಗಿರಲಿಲ್ಲ. ಶವಗಳನ್ನು ಮರಣೋತ್ತರ ಪರೀಕ್ಷೆಗೆ ಒಳಪಡಿಸಿ ಕುಟುಂಬಸ್ಥರಿಗೆ ಒಪ್ಪಿಸಲಾಗಿದೆ ಎಂದು ಪೊಲೀಸರು ತಿಳಿಸಿದರು. ಅವರ ಸಾವಿಗೆ ತಾಯಿ ಮನೆಯವರ ವಿರೋಧವೇ ಕಾರಣ ಎಂದು ಗ್ರಾಮಸ್ಥರು ಹೇಳಿದರು. bbox=[428, 952, 694, 1054]
masthead bbox=[24, 26, 921, 100]
article1-center bbox=[193, 140, 529, 374]
article1-col4 bbox=[536, 140, 694, 374]
article6-text3: ಕೃಷಿ ಇಲಾಖೆಯ ಜಂಟಿ ನಿರ್ದೇಶಕರು ಮಾತನಾಡಿ, ಜಿಲ್ಲೆಯಲ್ಲಿ ಇವರೆಗೆ 16445 ಮೆಟ್ರಿಕ್ ಟನ್ ಯೂರಿಯಾ ಸರಬರಾಜು ಆಗಿದ್ದು, ಕಳೆದ ವರ್ಷ ಇದೇ ಅವಧಿಗೆ 17799 ಮೆಟ್ರಿಕ್ ಟನ್ ಸರಬರಾಜು ಆಗಿತ್ತು ಎಂದು ಮಾಹಿತಿ ನೀಡಿದರು. ಗೊಬ್ಬರ ಕೊರತೆಯಾಗದಂತೆ ಎಲ್ಲಾ ರೈತ ಸಂಪರ್ಕ ಕೇಂದ್ರಗಳಲ್ಲಿ ದಾಸ್ತಾನು ಇಡಲಾಗಿದೆ ಎಂದರು. bbox=[379, 1348, 540, 1437]
sidebar-story4-body: ಎತ್ತರಕ್ಕೆ ಬೆಳೆಯಲು ಸಾಧ್ಯವಿಲ್ಲ. ನಾವು ನಾಲ್ಕು ಮರೆಯಬಾರದು. ಬೆಂಗಳೂರು ಕಟ್ಟಿದ ಕೆಂಪೇಗೌಡರು, ವಿಧಾನಸೌಧ ಕಟ್ಟಿದ ಕೆಂಗಲ್ ಹನುಮಂತಯ್ಯನವರು, ಕನ್ನಡ ಸಾಹಿತ್ಯವನ್ನು ಬೆಳಗಿ, ನಾಡಗೀತೆ ಬರೆದ ಕುವೆಂಪು ಅವರು, ವಿಕಾಸ ಸೌಧ ಕಟ್ಟಿದ ಎಸ್.ಎಂ ಕೃಷ್ಣ ಅವರನ್ನು ಮರೆಯಬಾರದು ಎಂದರು. ಬೆಂಗಳೂರಿನ ವಕೀಲರ ಸಂಘ 25 ಸಾವಿರ ಸದಸ್ಯರ ಹೊಂದಿದ್ದು, ವಕೀಲರ ಬಳಿ ನ್ಯಾಯ ಕೊಡಿಸಿ ಎಂದು ಜನರು ಬರುತ್ತಾರೆ. ನಿಮ್ಮ ಆತ್ಮತೃಪ್ತಿಗೆ ಕೆಲಸ ಮಾಡಬೇಕು. ನಿಮ್ಮ ಬಳಿ ಬಂದ ಕಕ್ಷಿದಾರನಿಗೆ ನ್ಯಾಯ ಒದಗಿಸುವ ನಿಟ್ಟಿನಲ್ಲಿ ಕೆಲಸ ಮಾಡಬೇಕು ಎಂದು ಸಲಹೆ ನೀಡಿದರು. bbox=[708, 910, 914, 1030]
article3-photo-office bbox=[550, 485, 694, 589]
garlanded-portrait-shape bbox=[444, 158, 476, 198]
article2-headline-line2: ಪೊಲೀಸರ ತಪಾಸಣೆಯಿಂದಾಗಿ ಕಾಲೇಜು ಹಾಜರಾತಿ ಕುಂಠಿತ bbox=[58, 439, 387, 460]
page-content bbox=[24, 100, 921, 1505]
group-shirts-shape bbox=[57, 555, 233, 598]
seated-figures-shape bbox=[172, 909, 404, 946]
bottom-rule bbox=[24, 1506, 921, 1508]
yellow-dot bbox=[924, 1512, 934, 1525]
masthead-topline: DESH DOOTHA KANNADA DAILY NEWS bbox=[447, 29, 597, 36]
masthead-tagline: ಕನ್ನಡ ದಿನಪತ್ರಿಕೆ bbox=[507, 76, 537, 82]
article6-photo-meeting bbox=[210, 1171, 542, 1345]
article3-columns bbox=[428, 594, 694, 684]
article2-subhead: ಕ್ಯಾಂಪ್ ಆಯೋಜಿಸಿ : bbox=[171, 643, 284, 659]
sidebar-story-prr bbox=[708, 1037, 914, 1426]
cyan-dot bbox=[338, 1512, 348, 1525]
